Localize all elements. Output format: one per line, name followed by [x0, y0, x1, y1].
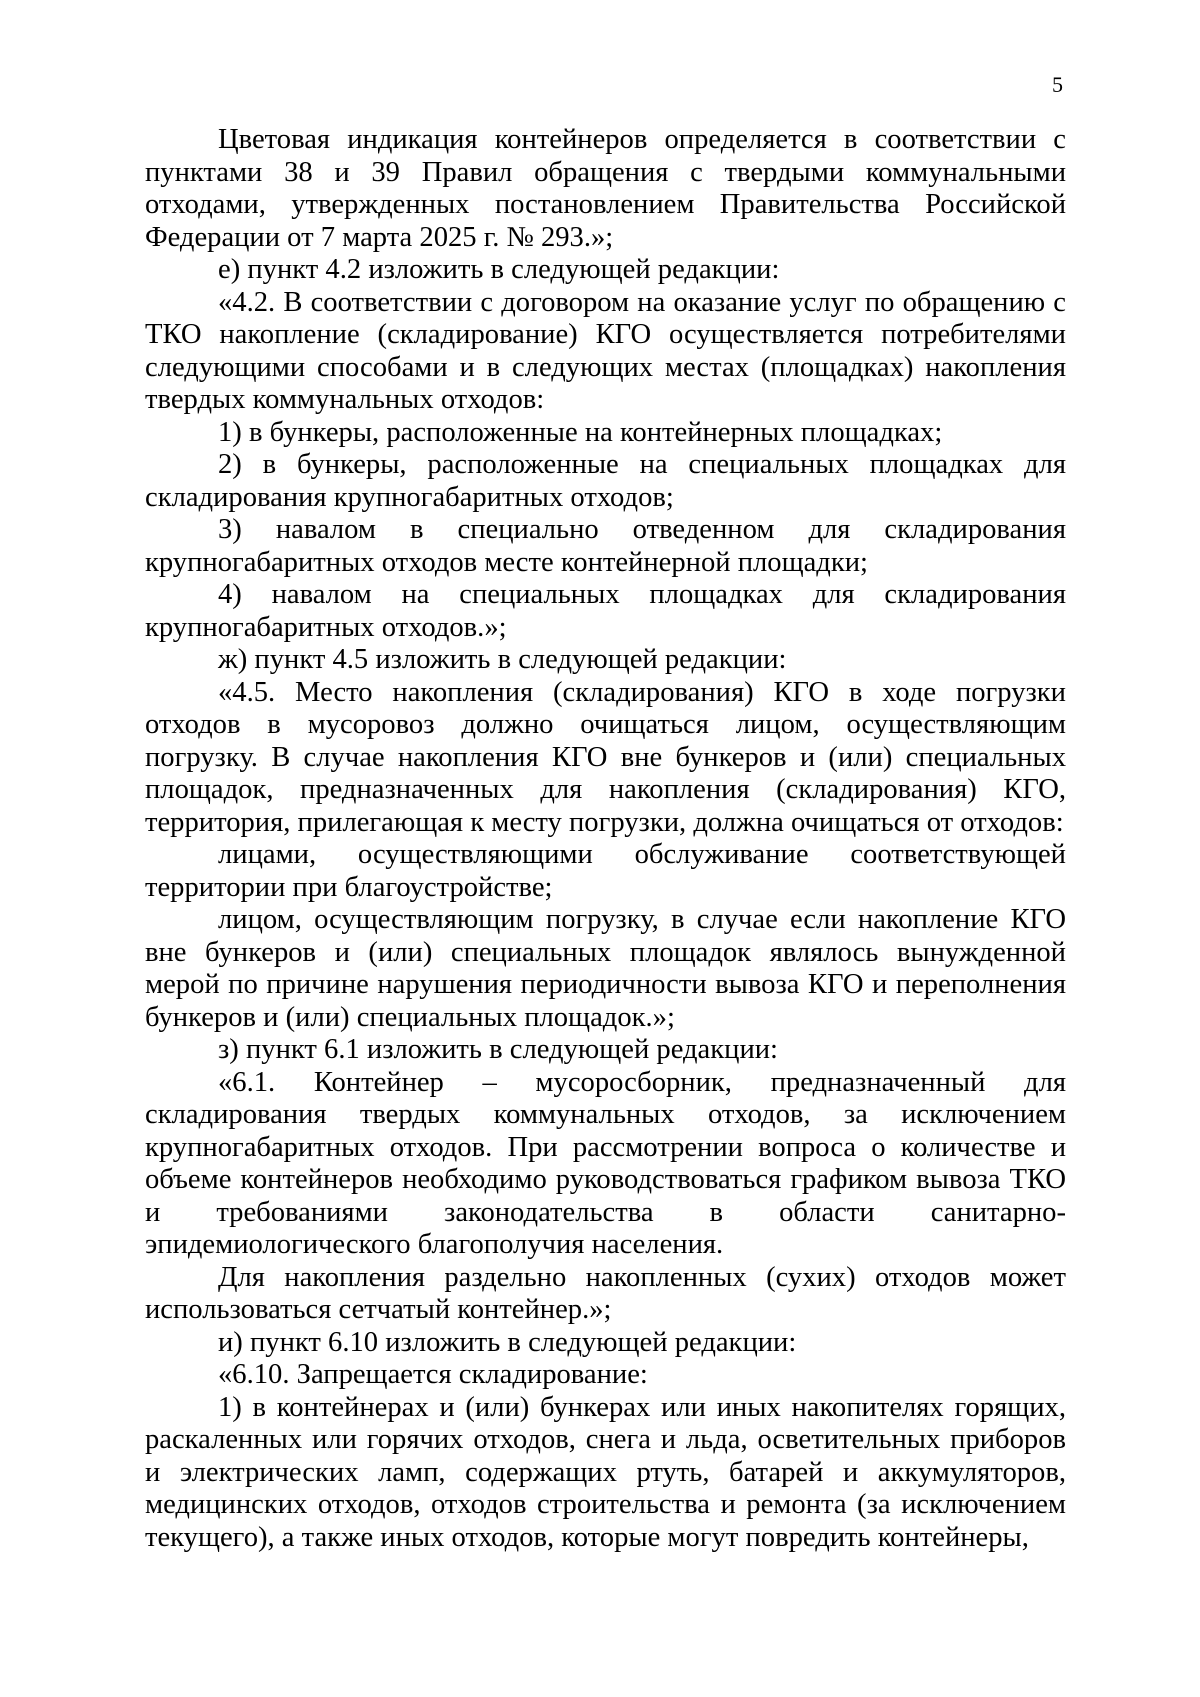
paragraph-prohibited-list-item-1: 1) в контейнерах и (или) бункерах или иных накопителях горящих, раскаленных или горячих отходов, снега и льда, осветительных приборов и электрических ламп, содержащих ртуть, батарей и аккумуляторов, медицинских отходов, отходов строительства и ремонта (за исключением текущего), а также иных отходов, которые могут повредить контейнеры, — [145, 1391, 1066, 1553]
paragraph-item-zh: ж) пункт 4.5 изложить в следующей редакции: — [218, 644, 787, 675]
paragraph-list-item-4: 4) навалом на специальных площадках для складирования крупногабаритных отходов.»; — [145, 579, 1066, 643]
paragraph-list-item-1: 1) в бункеры, расположенные на контейнерных площадках; — [218, 416, 943, 448]
page-number: 5 — [1052, 72, 1063, 97]
paragraph-color-indication: Цветовая индикация контейнеров определяется в соответствии с пунктами 38 и 39 Правил обращения с твердыми коммунальными отходами, утвержденных постановлением Правительства Российской Федерации от 7 марта 2025 г. № 293.»; — [145, 124, 1066, 253]
document-body — [145, 124, 1066, 1554]
paragraph-list-item-3: 3) навалом в специально отведенном для складирования крупногабаритных отходов месте контейнерной площадки; — [145, 514, 1066, 578]
paragraph-clause-4-2: «4.2. В соответствии с договором на оказание услуг по обращению с ТКО накопление (складирование) КГО осуществляется потребителями следующими способами и в следующих местах (площадках) накопления твердых коммунальных отходов: — [145, 286, 1066, 415]
paragraph-clause-6-10: «6.10. Запрещается складирование: — [218, 1359, 648, 1390]
paragraph-item-i: и) пункт 6.10 изложить в следующей редакции: — [218, 1326, 797, 1358]
paragraph-item-e: е) пункт 4.2 изложить в следующей редакции: — [218, 254, 780, 285]
paragraph-item-z: з) пункт 6.1 изложить в следующей редакции: — [218, 1034, 778, 1065]
paragraph-list-item-2: 2) в бункеры, расположенные на специальных площадках для складирования крупногабаритных отходов; — [145, 449, 1066, 513]
paragraph-clause-6-1: «6.1. Контейнер – мусоросборник, предназначенный для складирования твердых коммунальных отходов, за исключением крупногабаритных отходов. При рассмотрении вопроса о количестве и объеме контейнеров необходимо руководствоваться графиком вывоза ТКО и требованиями законодательства в области санитарно-эпидемиологического благополучия населения. — [145, 1066, 1066, 1260]
paragraph-person-loading: лицом, осуществляющим погрузку, в случае если накопление КГО вне бункеров и (или) специальных площадок являлось вынужденной мерой по причине нарушения периодичности вывоза КГО и переполнения бункеров и (или) специальных площадок.»; — [145, 904, 1066, 1033]
paragraph-mesh-container: Для накопления раздельно накопленных (сухих) отходов может использоваться сетчатый контейнер.»; — [145, 1261, 1066, 1325]
paragraph-persons-servicing: лицами, осуществляющими обслуживание соответствующей территории при благоустройстве; — [145, 839, 1066, 903]
paragraph-clause-4-5: «4.5. Место накопления (складирования) КГО в ходе погрузки отходов в мусоровоз должно очищаться лицом, осуществляющим погрузку. В случае накопления КГО вне бункеров и (или) специальных площадок, предназначенных для накопления (складирования) КГО, территория, прилегающая к месту погрузки, должна очищаться от отходов: — [145, 676, 1066, 838]
